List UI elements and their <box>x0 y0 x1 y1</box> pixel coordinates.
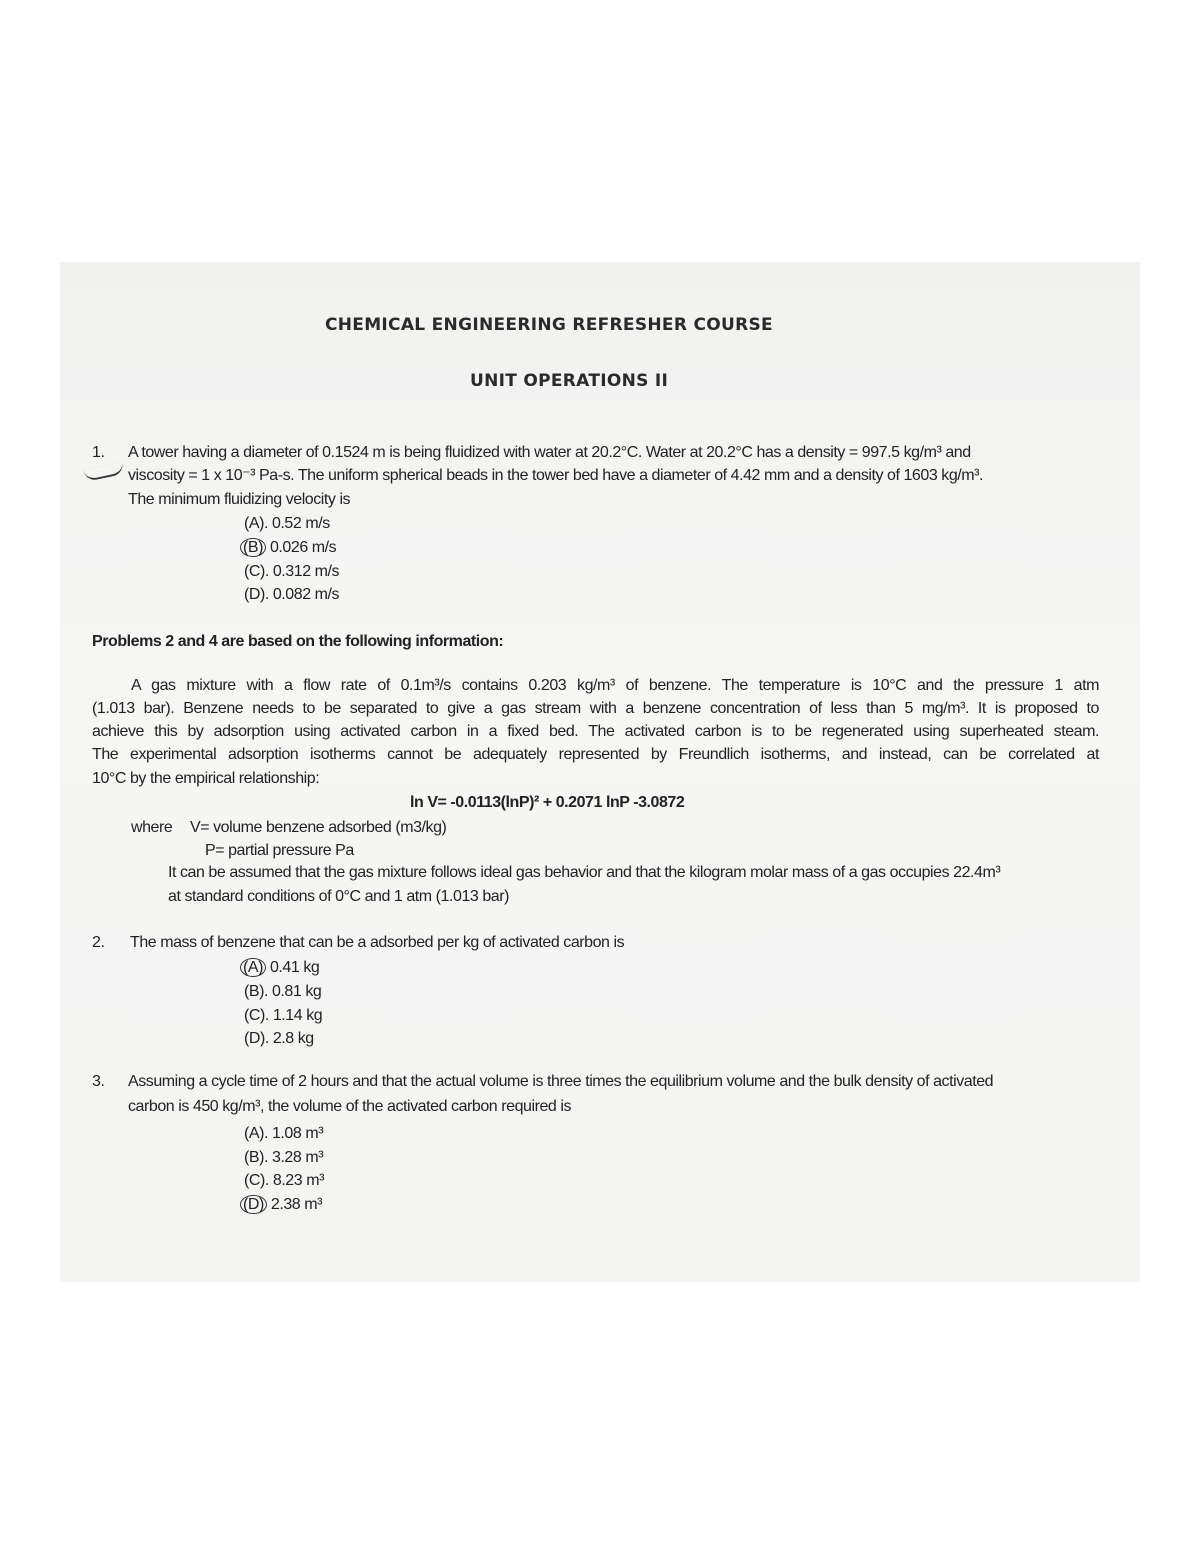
option-text: 0.81 kg <box>271 983 322 1000</box>
q1-option-a[interactable] <box>244 514 330 534</box>
q2-text: The mass of benzene that can be a adsorbed per kg of activated carbon is <box>130 934 625 951</box>
option-letter: (D). <box>244 586 269 603</box>
info-paragraph-line: (1.013 bar). Benzene needs to be separated to give a gas stream with a benzene concentration of less than 5 mg/m³. It is proposed to <box>92 700 1099 717</box>
q3-option-c[interactable] <box>244 1171 324 1191</box>
q3-option-d[interactable] <box>244 1195 322 1215</box>
q1-option-b[interactable] <box>244 538 336 558</box>
q3-option-a[interactable] <box>244 1124 323 1144</box>
option-text: 0.312 m/s <box>272 563 340 580</box>
info-paragraph-line: The experimental adsorption isotherms cannot be adequately represented by Freundlich isotherms, and instead, can be correlated at <box>92 746 1099 763</box>
option-letter-circled: (A) <box>240 958 266 977</box>
option-letter: (C). <box>244 1172 269 1189</box>
option-letter: (C). <box>244 1007 269 1024</box>
q3-line: Assuming a cycle time of 2 hours and that the actual volume is three times the equilibrium volume and the bulk density of activated <box>128 1073 994 1090</box>
option-text: 3.28 m³ <box>271 1149 324 1166</box>
q3-line: carbon is 450 kg/m³, the volume of the activated carbon required is <box>128 1098 571 1115</box>
q1-number: 1. <box>92 444 105 461</box>
q2-option-a[interactable] <box>244 958 319 978</box>
where-v-definition: V= volume benzene adsorbed (m3/kg) <box>190 819 447 836</box>
option-letter: (D). <box>244 1030 269 1047</box>
q2-number: 2. <box>92 934 105 951</box>
option-text: 2.8 kg <box>272 1030 314 1047</box>
option-letter-circled: (D) <box>240 1195 267 1214</box>
option-text: 0.026 m/s <box>269 539 337 556</box>
option-letter: (A). <box>244 1125 268 1142</box>
q1-option-c[interactable] <box>244 562 339 582</box>
q3-number: 3. <box>92 1073 105 1090</box>
isotherm-formula: ln V= -0.0113(lnP)² + 0.2071 lnP -3.0872 <box>410 794 685 811</box>
info-heading: Problems 2 and 4 are based on the following information: <box>92 633 504 650</box>
option-text: 1.14 kg <box>272 1007 323 1024</box>
option-text: 8.23 m³ <box>272 1172 324 1189</box>
q1-line: viscosity = 1 x 10⁻³ Pa-s. The uniform spherical beads in the tower bed have a diameter of 4.42 mm and a density of 1603 kg/m³. <box>128 467 984 484</box>
q2-option-b[interactable] <box>244 982 321 1002</box>
q2-option-d[interactable] <box>244 1029 314 1049</box>
option-text: 0.41 kg <box>269 959 320 976</box>
option-text: 1.08 m³ <box>271 1125 324 1142</box>
info-paragraph-line: 10°C by the empirical relationship: <box>92 770 320 787</box>
option-letter: (C). <box>244 563 269 580</box>
option-letter: (B). <box>244 1149 268 1166</box>
assumption-line: at standard conditions of 0°C and 1 atm (1.013 bar) <box>168 888 509 905</box>
option-text: 0.082 m/s <box>272 586 340 603</box>
where-label: where <box>131 819 173 836</box>
q2-option-c[interactable] <box>244 1006 322 1026</box>
info-paragraph-line: A gas mixture with a flow rate of 0.1m³/s contains 0.203 kg/m³ of benzene. The temperature is 10°C and the pressure 1 atm <box>131 677 1099 694</box>
q3-option-b[interactable] <box>244 1148 323 1168</box>
where-p-definition: P= partial pressure Pa <box>205 842 354 859</box>
option-text: 2.38 m³ <box>270 1196 322 1213</box>
q1-option-d[interactable] <box>244 585 339 605</box>
option-letter: (B). <box>244 983 268 1000</box>
option-letter: (A). <box>244 515 268 532</box>
assumption-line: It can be assumed that the gas mixture follows ideal gas behavior and that the kilogram molar mass of a gas occupies 22.4m³ <box>168 864 1001 881</box>
q1-line: A tower having a diameter of 0.1524 m is being fluidized with water at 20.2°C. Water at 20.2°C has a density = 997.5 kg/m³ and <box>128 444 971 461</box>
info-paragraph-line: achieve this by adsorption using activated carbon in a fixed bed. The activated carbon is to be regenerated using superheated steam. <box>92 723 1099 740</box>
option-text: 0.52 m/s <box>271 515 330 532</box>
course-title: CHEMICAL ENGINEERING REFRESHER COURSE <box>325 315 773 335</box>
unit-title: UNIT OPERATIONS II <box>470 371 669 391</box>
option-letter-circled: (B) <box>240 538 266 557</box>
q1-line: The minimum fluidizing velocity is <box>128 491 351 508</box>
